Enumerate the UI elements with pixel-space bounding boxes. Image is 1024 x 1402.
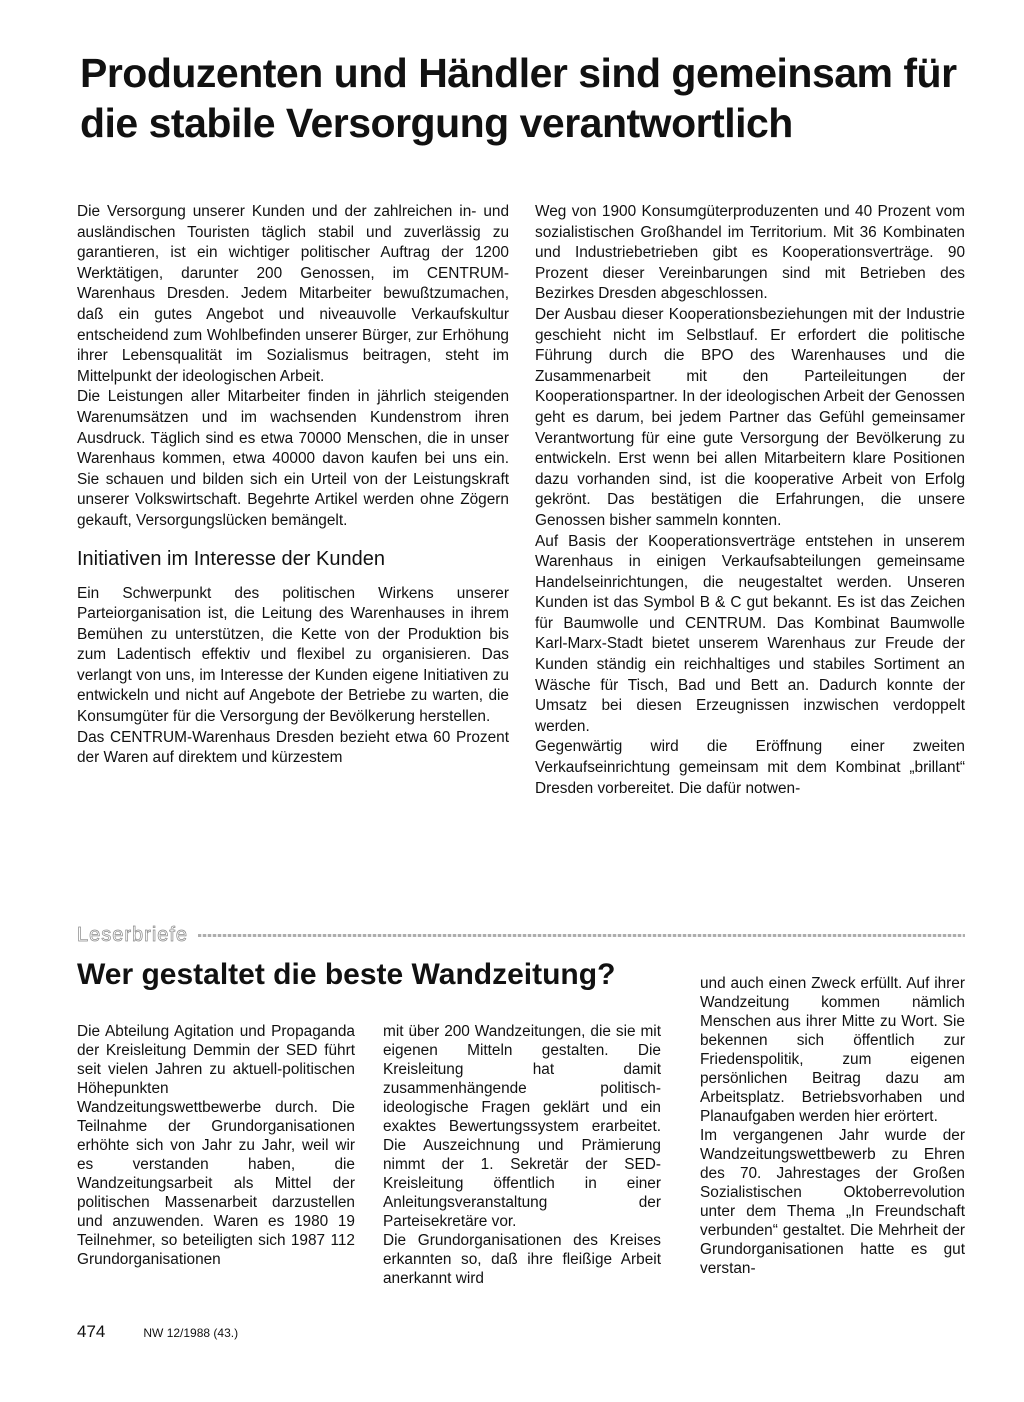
- issue-reference: NW 12/1988 (43.): [143, 1326, 239, 1340]
- letter-paragraph: Im vergangenen Jahr wurde der Wandzeitungswettbewerb zu Ehren des 70. Jahrestages der Großen Sozialistischen Oktoberrevolution unter dem Thema „In Freundschaft verbunden“ gestaltet. Die Mehrheit der Grundorganisationen hatte es gut verstan-: [700, 1127, 965, 1277]
- letter-paragraph: mit über 200 Wandzeitungen, die sie mit eigenen Mitteln gestalten. Die Kreisleitung hat damit zusammenhängende politisch-ideologische Fragen geklärt und ein exaktes Bewertungssystem erarbeitet. Die Auszeichnung und Prämierung nimmt der 1. Sekretär der SED-Kreisleitung öffentlich in einer Anleitungsveranstaltung der Parteisekretäre vor.: [383, 1023, 661, 1230]
- article-subheading: Initiativen im Interesse der Kunden: [77, 547, 385, 570]
- article-column-2: [535, 202, 965, 799]
- article-paragraph: Ein Schwerpunkt des politischen Wirkens unserer Parteiorganisation ist, die Leitung des Warenhauses in ihrem Bemühen zu unterstützen, die Kette von der Produktion bis zum Ladentisch effektiv und flexibel zu organisieren. Das verlangt von uns, im Interesse der Kunden eigene Initiativen zu entwickeln und nicht auf Angebote der Betriebe zu warten, die Konsumgüter für die Versorgung der Bevölkerung herstellen.: [77, 584, 509, 726]
- article-column-1: [77, 202, 509, 769]
- article-paragraph: Die Leistungen aller Mitarbeiter finden in jährlich steigenden Warenumsätzen und im wachsenden Kundenstrom ihren Ausdruck. Täglich sind es etwa 70000 Menschen, die in unser Warenhaus kommen, etwa 40000 davon kaufen bei uns ein. Sie schauen und bilden sich ein Urteil von der Leistungskraft unserer Volkswirtschaft. Begehrte Artikel werden ohne Zögern gekauft, Versorgungslücken bemängelt.: [77, 388, 509, 529]
- letter-paragraph: Die Abteilung Agitation und Propaganda der Kreisleitung Demmin der SED führt seit vielen Jahren zu aktuell-politischen Höhepunkten Wandzeitungswettbewerbe durch. Die Teilnahme der Grundorganisationen erhöhte sich von Jahr zu Jahr, weil wir es verstanden haben, die Wandzeitungsarbeit als Mittel der politischen Massenarbeit darzustellen und anzuwenden. Waren es 1980 19 Teilnehmer, so beteiligten sich 1987 112 Grundorganisationen: [77, 1023, 355, 1268]
- letter-column-2: [383, 1022, 661, 1288]
- rubric-rule: [198, 934, 965, 937]
- article-headline: Produzenten und Händler sind gemeinsam für die stabile Versorgung verantwortlich: [80, 50, 957, 146]
- article-paragraph: Weg von 1900 Konsumgüterproduzenten und 40 Prozent vom sozialistischen Großhandel im Territorium. Mit 36 Kombinaten und Industriebetrieben gibt es Kooperationsverträge. 90 Prozent dieser Vereinbarungen sind mit Betrieben des Bezirkes Dresden abgeschlossen.: [535, 203, 965, 303]
- letter-column-1: [77, 1022, 355, 1269]
- article-paragraph: Die Versorgung unserer Kunden und der zahlreichen in- und ausländischen Touristen täglich stabil und zuverlässig zu garantieren, ist ein wichtiger politischer Auftrag der 1200 Werktätigen, darunter 200 Genossen, im CENTRUM-Warenhaus Dresden. Jedem Mitarbeiter bewußtzumachen, daß ein gutes Angebot und niveauvolle Verkaufskultur entscheidend zum Wohlbefinden unserer Bürger, zur Erhöhung ihrer Lebensqualität im Sozialismus beitragen, steht im Mittelpunkt der ideologischen Arbeit.: [77, 203, 509, 385]
- page-number: 474: [77, 1322, 106, 1341]
- rubric-label: Leserbriefe: [77, 923, 189, 946]
- letter-paragraph: Die Grundorganisationen des Kreises erkannten so, daß ihre fleißige Arbeit anerkannt wird: [383, 1232, 661, 1287]
- letter-title: Wer gestaltet die beste Wandzeitung?: [77, 958, 616, 991]
- letter-column-3: [700, 974, 965, 1278]
- section-rubric: [77, 924, 965, 946]
- article-paragraph: Gegenwärtig wird die Eröffnung einer zweiten Verkaufseinrichtung gemeinsam mit dem Kombinat „brillant“ Dresden vorbereitet. Die dafür notwen-: [535, 738, 965, 797]
- article-paragraph: Das CENTRUM-Warenhaus Dresden bezieht etwa 60 Prozent der Waren auf direktem und kürzestem: [77, 728, 509, 767]
- page-footer: [77, 1322, 238, 1342]
- article-paragraph: Der Ausbau dieser Kooperationsbeziehungen mit der Industrie geschieht nicht im Selbstlauf. Er erfordert die politische Führung durch die BPO des Warenhauses und die Zusammenarbeit mit den Parteileitungen der Kooperationspartner. In der ideologischen Arbeit der Genossen geht es darum, bei jedem Partner das Gefühl gemeinsamer Verantwortung für eine gute Versorgung der Bevölkerung zu entwickeln. Erst wenn bei allen Mitarbeitern klare Positionen dazu vorhanden sind, ist die kooperative Arbeit von Erfolg gekrönt. Das bestätigen die Erfahrungen, die unsere Genossen bisher sammeln konnten.: [535, 305, 965, 529]
- article-paragraph: Auf Basis der Kooperationsverträge entstehen in unserem Warenhaus in einigen Verkaufsabteilungen gemeinsame Handelseinrichtungen, die neugestaltet werden. Unseren Kunden ist das Symbol B & C gut bekannt. Es ist das Zeichen für Baumwolle und CENTRUM. Das Kombinat Baumwolle Karl-Marx-Stadt bietet unserem Warenhaus zur Freude der Kunden ständig ein reichhaltiges und stabiles Sortiment an Wäsche für Tisch, Bad und Bett an. Dadurch konnte der Umsatz bei diesen Erzeugnissen inzwischen verdoppelt werden.: [535, 532, 965, 735]
- letter-paragraph: und auch einen Zweck erfüllt. Auf ihrer Wandzeitung kommen nämlich Menschen aus ihrer Mitte zu Wort. Sie bekennen sich öffentlich zur Friedenspolitik, zum eigenen persönlichen Beitrag dazu am Arbeitsplatz. Betriebsvorhaben und Planaufgaben werden hier erörtert.: [700, 975, 965, 1125]
